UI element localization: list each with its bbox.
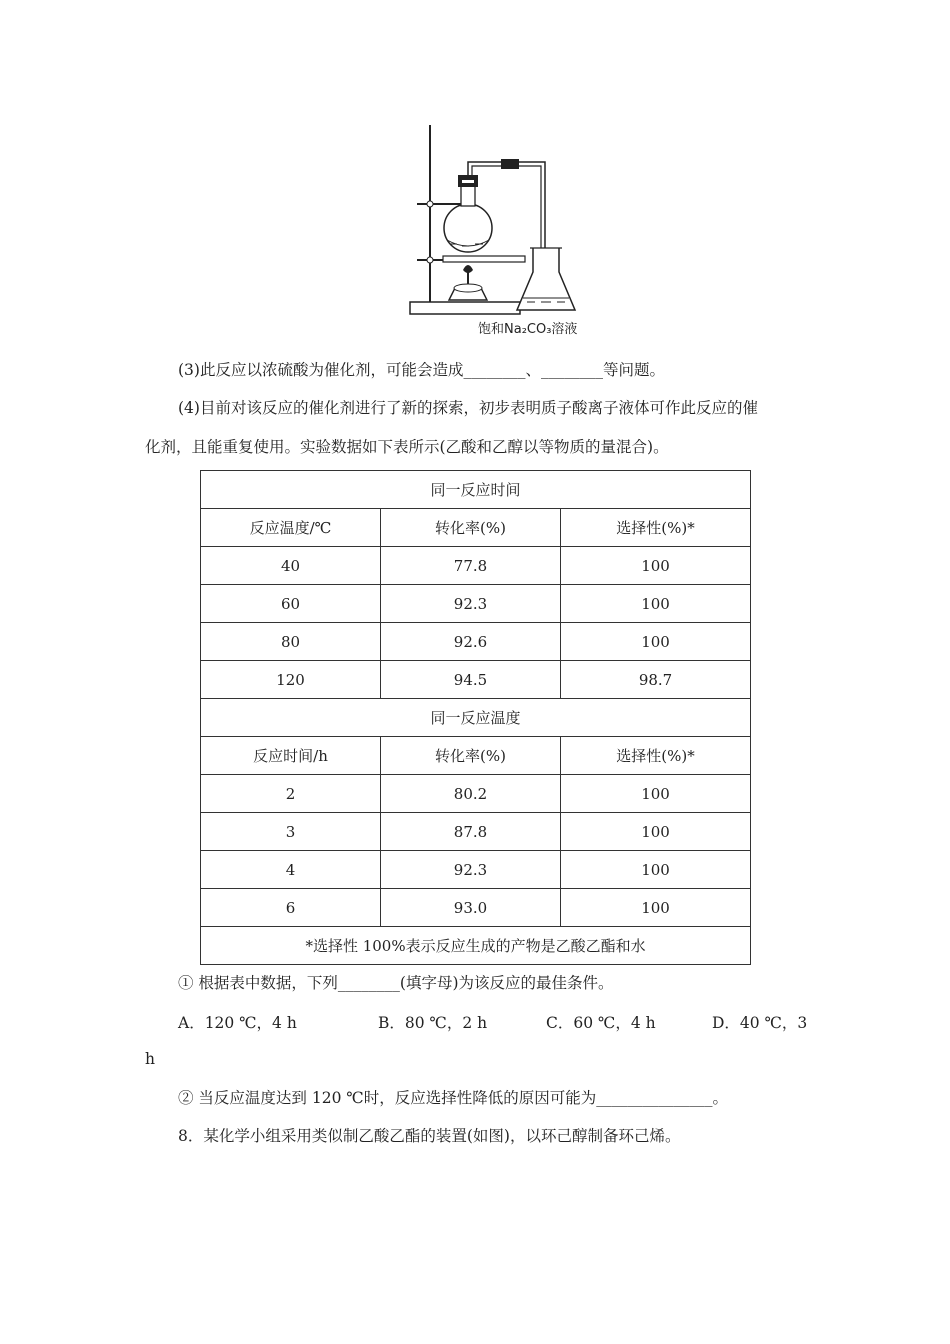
table-section-title: 同一反应时间 xyxy=(201,471,751,509)
option-b: B．80 ℃，2 h xyxy=(378,1014,488,1032)
table-header: 选择性(%)* xyxy=(561,509,751,547)
question-8: 8．某化学小组采用类似制乙酸乙酯的装置(如图)，以环己醇制备环己烯。 xyxy=(178,1127,681,1145)
option-a: A．120 ℃，4 h xyxy=(178,1014,297,1032)
table-cell: 93.0 xyxy=(381,889,561,927)
table-header: 反应时间/h xyxy=(201,737,381,775)
table-cell: 87.8 xyxy=(381,813,561,851)
table-cell: 40 xyxy=(201,547,381,585)
table-header: 选择性(%)* xyxy=(561,737,751,775)
data-table xyxy=(200,470,751,965)
stand-base xyxy=(410,302,520,314)
table-row xyxy=(201,889,751,927)
table-row xyxy=(201,851,751,889)
table-cell: 6 xyxy=(201,889,381,927)
option-d: D．40 ℃，3 xyxy=(712,1014,808,1032)
table-cell: 92.3 xyxy=(381,585,561,623)
table-cell: 100 xyxy=(561,585,751,623)
table-row xyxy=(201,585,751,623)
sub-question-1: ① 根据表中数据，下列________(填字母)为该反应的最佳条件。 xyxy=(178,974,614,992)
table-header: 反应温度/℃ xyxy=(201,509,381,547)
table-row xyxy=(201,661,751,699)
question-4-line1: (4)目前对该反应的催化剂进行了新的探索，初步表明质子酸离子液体可作此反应的催 xyxy=(178,399,758,417)
table-cell: 100 xyxy=(561,547,751,585)
table-cell: 92.6 xyxy=(381,623,561,661)
table-cell: 77.8 xyxy=(381,547,561,585)
figure-caption: 饱和Na₂CO₃溶液 xyxy=(478,322,578,337)
table-section-title: 同一反应温度 xyxy=(201,699,751,737)
table-cell: 100 xyxy=(561,813,751,851)
table-row xyxy=(201,813,751,851)
table-cell: 80.2 xyxy=(381,775,561,813)
round-flask xyxy=(444,204,492,252)
table-cell: 2 xyxy=(201,775,381,813)
question-3: (3)此反应以浓硫酸为催化剂，可能会造成________、________等问题。 xyxy=(178,361,665,379)
table-cell: 94.5 xyxy=(381,661,561,699)
question-4-line2: 化剂，且能重复使用。实验数据如下表所示(乙酸和乙醇以等物质的量混合)。 xyxy=(145,438,669,456)
apparatus-figure xyxy=(405,120,600,335)
erlenmeyer-flask xyxy=(517,248,575,310)
table-cell: 3 xyxy=(201,813,381,851)
table-cell: 120 xyxy=(201,661,381,699)
table-cell: 100 xyxy=(561,889,751,927)
table-row xyxy=(201,623,751,661)
table-cell: 100 xyxy=(561,775,751,813)
table-cell: 98.7 xyxy=(561,661,751,699)
wire-gauze xyxy=(443,256,525,262)
table-cell: 4 xyxy=(201,851,381,889)
table-header: 转化率(%) xyxy=(381,737,561,775)
table-cell: 60 xyxy=(201,585,381,623)
table-footnote: *选择性 100%表示反应生成的产物是乙酸乙酯和水 xyxy=(201,927,751,965)
table-row xyxy=(201,547,751,585)
table-cell: 80 xyxy=(201,623,381,661)
table-cell: 100 xyxy=(561,851,751,889)
sub-question-2: ② 当反应温度达到 120 ℃时，反应选择性降低的原因可能为_______________。 xyxy=(178,1089,728,1107)
table-header: 转化率(%) xyxy=(381,509,561,547)
option-c: C．60 ℃，4 h xyxy=(546,1014,656,1032)
table-row xyxy=(201,775,751,813)
table-cell: 100 xyxy=(561,623,751,661)
option-d-wrap: h xyxy=(145,1050,155,1068)
table-cell: 92.3 xyxy=(381,851,561,889)
